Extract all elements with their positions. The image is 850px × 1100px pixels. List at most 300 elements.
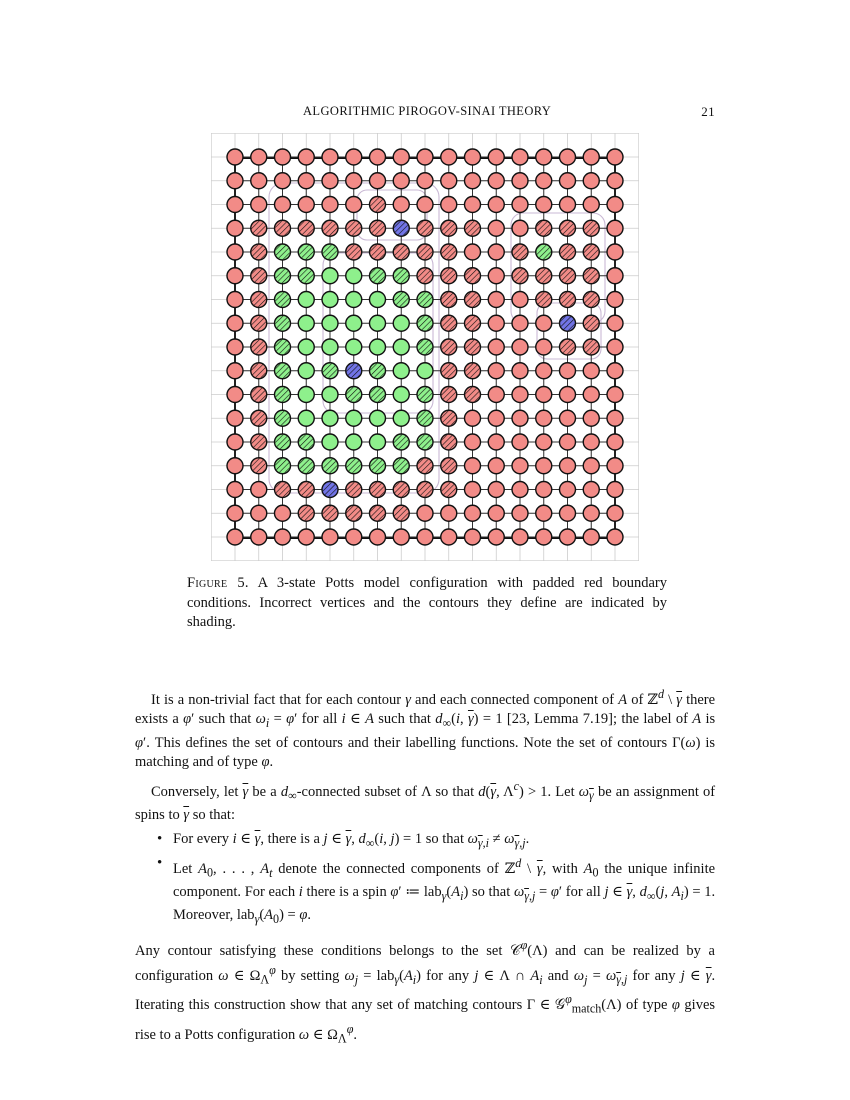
vertex-hatching — [370, 387, 385, 402]
p1-text: is matching and of type — [135, 734, 715, 771]
vertex-hatching — [418, 340, 433, 355]
vertex-red — [441, 505, 457, 521]
vertex-red — [536, 387, 552, 403]
vertex-hatching — [441, 435, 456, 450]
vertex-hatching — [275, 435, 290, 450]
bullet2-text: so that — [471, 884, 511, 901]
vertex-red — [512, 410, 528, 426]
vertex-hatching — [584, 245, 599, 260]
conditions-list — [135, 830, 715, 929]
vertex-hatching — [251, 458, 266, 473]
vertex-red — [488, 458, 504, 474]
vertex-red — [393, 149, 409, 165]
vertex-green — [346, 292, 362, 308]
vertex-red — [488, 292, 504, 308]
vertex-red — [607, 244, 623, 260]
vertex-red — [512, 220, 528, 236]
vertex-red — [417, 173, 433, 189]
p2-text: Conversely, let — [151, 783, 239, 800]
paragraph-3: Any contour satisfying these conditions belongs to the set 𝒞$^\varphi$(Λ) and can be realized by a configuration ω ∈ $\Omega_\Lambda^\varphi$ by setting $\omega_j = lab_\gamma(A_i)$ for any j ∈ Λ ∩ $A_i$ and $\omega_j = \omega_{\overline{\gamma},j}$ for any j ∈ $\overline{\gamma}$. Iterating this construction show that any set of matching contours Γ ∈ 𝒢$^\varphi_{match}$(Λ) of type φ gives rise to a Potts configuration ω ∈ $\Omega_\Lambda^\varphi$. — [135, 937, 716, 1046]
vertex-green — [346, 339, 362, 355]
vertex-hatching — [323, 458, 338, 473]
vertex-hatching — [370, 268, 385, 283]
p2-text: be a — [252, 783, 277, 800]
p1-text: . This defines the set of contours and their labelling functions. Note the set of contours — [146, 734, 668, 751]
vertex-red — [227, 292, 243, 308]
vertex-red — [583, 173, 599, 189]
body-text — [135, 685, 715, 1049]
potts-lattice-svg — [211, 133, 639, 561]
vertex-red — [536, 315, 552, 331]
vertex-hatching — [441, 363, 456, 378]
vertex-red — [607, 149, 623, 165]
vertex-red — [393, 173, 409, 189]
vertex-green — [346, 268, 362, 284]
vertex-hatching — [370, 363, 385, 378]
bullet2-text: there is a spin — [306, 884, 387, 901]
vertex-hatching — [275, 268, 290, 283]
bullet2-text: , with — [542, 860, 578, 877]
vertex-hatching — [394, 506, 409, 521]
vertex-red — [370, 173, 386, 189]
bullet2-text: denote the connected components of — [278, 860, 499, 877]
caption-text: A 3-state Potts model configuration with padded red boundary conditions. Incorrect vertices and the contours they define are indicated by shading. — [187, 575, 667, 630]
vertex-red — [227, 244, 243, 260]
vertex-red — [227, 220, 243, 236]
vertex-green — [298, 363, 314, 379]
vertex-hatching — [394, 292, 409, 307]
vertex-hatching — [418, 387, 433, 402]
p1-text: = 1 [23, Lemma 7.19]; the label of — [482, 711, 688, 728]
p3-text: gives rise to a Potts configuration — [135, 997, 716, 1043]
vertex-red — [370, 529, 386, 545]
vertex-hatching — [299, 506, 314, 521]
vertex-hatching — [275, 292, 290, 307]
vertex-hatching — [346, 482, 361, 497]
vertex-hatching — [584, 221, 599, 236]
vertex-red — [322, 173, 338, 189]
vertex-green — [370, 315, 386, 331]
vertex-green — [298, 315, 314, 331]
vertex-red — [417, 197, 433, 213]
vertex-red — [583, 529, 599, 545]
vertex-hatching — [251, 435, 266, 450]
vertex-hatching — [465, 221, 480, 236]
vertex-red — [346, 197, 362, 213]
vertex-red — [227, 363, 243, 379]
vertex-hatching — [513, 245, 528, 260]
vertex-hatching — [275, 411, 290, 426]
vertex-hatching — [275, 363, 290, 378]
vertex-red — [560, 410, 576, 426]
vertex-red — [607, 197, 623, 213]
vertex-hatching — [418, 268, 433, 283]
p2-text: so that — [435, 783, 475, 800]
vertex-red — [227, 268, 243, 284]
vertex-green — [393, 339, 409, 355]
vertex-red — [488, 197, 504, 213]
vertex-green — [298, 387, 314, 403]
condition-2: • Let $A_0$, . . . , $A_t$ denote the connected components of ℤ$^d$ \ $\overline{\gamma}$, with $A_0$ the unique infinite component. For each i there is a spin φ′ ≔ $lab_\gamma(A_i)$ so that $\omega_{\overline{\gamma},j} = \varphi'$ for all j ∈ $\overline{\gamma}$, $d_\infty(j$, $A_i) = 1$. Moreover, $lab_\gamma(A_0) = \varphi$. — [173, 854, 715, 930]
vertex-hatching — [418, 411, 433, 426]
vertex-red — [251, 149, 267, 165]
p1-text: for all — [301, 711, 338, 728]
vertex-green — [346, 410, 362, 426]
vertex-red — [227, 410, 243, 426]
vertex-red — [512, 458, 528, 474]
p1-text: such that — [378, 711, 431, 728]
vertex-red — [583, 149, 599, 165]
p2-text: -connected subset of — [296, 783, 417, 800]
vertex-green — [322, 387, 338, 403]
vertex-red — [298, 173, 314, 189]
vertex-red — [607, 434, 623, 450]
p1-text: It is a non-trivial fact that for each contour — [151, 691, 402, 708]
vertex-hatching — [346, 245, 361, 260]
vertex-red — [607, 268, 623, 284]
vertex-hatching — [323, 506, 338, 521]
bullet1-text: , there is a — [260, 831, 320, 848]
vertex-green — [393, 315, 409, 331]
vertex-red — [488, 315, 504, 331]
vertex-hatching — [418, 292, 433, 307]
vertex-hatching — [465, 363, 480, 378]
vertex-red — [227, 458, 243, 474]
vertex-hatching — [584, 268, 599, 283]
vertex-hatching — [536, 292, 551, 307]
vertex-red — [441, 529, 457, 545]
vertex-red — [512, 434, 528, 450]
vertex-hatching — [584, 316, 599, 331]
vertex-red — [465, 505, 481, 521]
vertex-hatching — [418, 458, 433, 473]
vertex-red — [536, 173, 552, 189]
potts-figure — [211, 133, 639, 561]
vertex-red — [536, 505, 552, 521]
vertex-green — [322, 410, 338, 426]
p1-text: . — [269, 754, 274, 771]
vertex-green — [370, 339, 386, 355]
vertex-hatching — [394, 245, 409, 260]
vertex-red — [536, 529, 552, 545]
vertex-red — [488, 173, 504, 189]
vertex-red — [560, 482, 576, 498]
vertex-hatching — [346, 387, 361, 402]
vertex-hatching — [513, 268, 528, 283]
paragraph-1: It is a non-trivial fact that for each contour γ and each connected component of A of ℤ$^d$ \ $\overline{\gamma}$ there exists a φ′ such that $\omega_i = \varphi'$ for all i ∈ A such that $d_\infty(i$, $\overline{\gamma}) = 1$ [23, Lemma 7.19]; the label of A is φ′. This defines the set of contours and their labelling functions. Note the set of contours Γ(ω) is matching and of type φ. — [135, 687, 716, 771]
vertex-red — [346, 149, 362, 165]
vertex-hatching — [346, 221, 361, 236]
vertex-red — [488, 339, 504, 355]
vertex-red — [393, 197, 409, 213]
vertex-red — [512, 315, 528, 331]
vertex-red — [607, 173, 623, 189]
vertex-red — [607, 220, 623, 236]
vertex-red — [607, 482, 623, 498]
vertex-red — [441, 173, 457, 189]
vertex-red — [275, 505, 291, 521]
vertex-hatching — [441, 268, 456, 283]
vertex-hatching — [370, 221, 385, 236]
vertex-hatching — [251, 268, 266, 283]
bullet1-text: For every — [173, 831, 229, 848]
vertex-red — [465, 197, 481, 213]
vertex-red — [536, 197, 552, 213]
vertex-red — [560, 173, 576, 189]
vertex-red — [441, 197, 457, 213]
vertex-red — [227, 505, 243, 521]
vertex-red — [512, 482, 528, 498]
vertex-green — [298, 292, 314, 308]
vertex-hatching — [323, 482, 338, 497]
vertex-hatching — [418, 316, 433, 331]
vertex-red — [465, 529, 481, 545]
vertex-red — [512, 363, 528, 379]
p3-text: . Iterating this construction show that any set of matching contours — [135, 967, 716, 1014]
vertex-red — [488, 363, 504, 379]
vertex-red — [512, 197, 528, 213]
vertex-hatching — [441, 221, 456, 236]
vertex-red — [465, 149, 481, 165]
vertex-hatching — [251, 340, 266, 355]
vertex-hatching — [394, 482, 409, 497]
vertex-red — [583, 410, 599, 426]
vertex-hatching — [441, 292, 456, 307]
vertex-red — [227, 197, 243, 213]
vertex-hatching — [465, 268, 480, 283]
p3-text: for any — [632, 967, 676, 984]
vertex-red — [251, 505, 267, 521]
vertex-green — [298, 410, 314, 426]
vertex-hatching — [441, 245, 456, 260]
vertex-hatching — [560, 316, 575, 331]
page-number: 21 — [701, 104, 715, 119]
vertex-green — [393, 387, 409, 403]
vertex-hatching — [441, 458, 456, 473]
vertex-red — [393, 529, 409, 545]
vertex-hatching — [584, 292, 599, 307]
vertex-red — [536, 482, 552, 498]
contour-regions — [269, 183, 605, 493]
vertex-green — [393, 363, 409, 379]
vertex-hatching — [370, 482, 385, 497]
p3-text: Any contour satisfying these conditions belongs to the set — [135, 942, 503, 959]
vertex-red — [607, 363, 623, 379]
vertex-red — [417, 505, 433, 521]
vertex-red — [560, 434, 576, 450]
vertex-red — [583, 458, 599, 474]
vertex-red — [583, 197, 599, 213]
vertex-green — [370, 434, 386, 450]
p3-text: . — [353, 1026, 357, 1043]
vertex-hatching — [251, 316, 266, 331]
bullet2-text: the unique infinite component. For each — [173, 860, 716, 901]
vertex-hatching — [418, 482, 433, 497]
vertex-hatching — [370, 197, 385, 212]
vertex-red — [227, 387, 243, 403]
vertex-red — [227, 434, 243, 450]
vertex-red — [488, 268, 504, 284]
vertex-red — [322, 529, 338, 545]
vertex-red — [607, 339, 623, 355]
vertex-hatching — [394, 268, 409, 283]
vertex-red — [536, 149, 552, 165]
running-title: ALGORITHMIC PIROGOV-SINAI THEORY — [303, 104, 552, 118]
vertex-hatching — [536, 221, 551, 236]
vertex-hatching — [441, 387, 456, 402]
vertex-red — [512, 173, 528, 189]
vertex-hatching — [299, 435, 314, 450]
vertex-hatching — [275, 316, 290, 331]
vertex-red — [417, 529, 433, 545]
vertex-red — [346, 173, 362, 189]
vertex-red — [536, 339, 552, 355]
vertex-red — [370, 149, 386, 165]
vertex-red — [227, 529, 243, 545]
vertex-red — [536, 410, 552, 426]
vertex-red — [488, 410, 504, 426]
vertex-red — [441, 149, 457, 165]
vertex-hatching — [275, 221, 290, 236]
figure-caption — [187, 574, 667, 633]
bullet1-text: = 1 so that — [403, 831, 464, 848]
vertex-red — [583, 482, 599, 498]
p2-text: so that: — [192, 806, 235, 823]
vertex-hatching — [418, 435, 433, 450]
vertex-red — [251, 482, 267, 498]
vertex-red — [322, 197, 338, 213]
vertex-hatching — [251, 363, 266, 378]
vertex-hatching — [299, 458, 314, 473]
p1-text: is — [705, 711, 716, 728]
vertex-hatching — [560, 292, 575, 307]
bullet2-text: Let — [173, 860, 193, 877]
vertex-red — [488, 434, 504, 450]
vertex-red — [275, 529, 291, 545]
p1-text: of — [631, 691, 644, 708]
vertex-hatching — [441, 411, 456, 426]
vertex-red — [298, 149, 314, 165]
vertex-red — [607, 315, 623, 331]
vertex-red — [465, 173, 481, 189]
vertex-hatching — [299, 268, 314, 283]
vertex-hatching — [275, 387, 290, 402]
vertex-red — [227, 482, 243, 498]
vertex-red — [488, 505, 504, 521]
vertex-green — [322, 292, 338, 308]
vertex-hatching — [441, 340, 456, 355]
lattice-vertices — [227, 149, 623, 545]
vertex-red — [560, 149, 576, 165]
vertex-red — [298, 197, 314, 213]
vertex-hatching — [251, 292, 266, 307]
vertex-hatching — [323, 363, 338, 378]
p3-text: of type — [625, 997, 668, 1014]
bullet2-text: for all — [565, 884, 601, 901]
vertex-red — [322, 149, 338, 165]
vertex-red — [465, 434, 481, 450]
vertex-red — [512, 149, 528, 165]
p3-text: and can be realized by a configuration — [135, 942, 715, 984]
vertex-green — [322, 339, 338, 355]
vertex-hatching — [536, 245, 551, 260]
vertex-red — [536, 434, 552, 450]
vertex-hatching — [251, 411, 266, 426]
vertex-red — [583, 434, 599, 450]
vertex-red — [227, 339, 243, 355]
vertex-red — [465, 410, 481, 426]
vertex-hatching — [560, 268, 575, 283]
vertex-hatching — [275, 340, 290, 355]
vertex-green — [417, 363, 433, 379]
vertex-red — [607, 410, 623, 426]
vertex-hatching — [441, 482, 456, 497]
vertex-red — [536, 458, 552, 474]
vertex-red — [512, 387, 528, 403]
vertex-hatching — [251, 221, 266, 236]
vertex-hatching — [418, 245, 433, 260]
vertex-red — [251, 197, 267, 213]
vertex-green — [322, 434, 338, 450]
vertex-hatching — [275, 482, 290, 497]
vertex-red — [488, 482, 504, 498]
vertex-hatching — [465, 387, 480, 402]
paragraph-2: Conversely, let $\overline{\gamma}$ be a $d_\infty$-connected subset of Λ so that $d(\overline{\gamma}$, $\Lambda^c) > 1$. Let $\omega_{\overline{\gamma}}$ be an assignment of spins to $\overline{\gamma}$ so that: — [135, 778, 716, 823]
vertex-red — [583, 505, 599, 521]
vertex-hatching — [584, 340, 599, 355]
vertex-hatching — [465, 292, 480, 307]
vertex-hatching — [299, 221, 314, 236]
vertex-hatching — [299, 482, 314, 497]
caption-label: Figure 5. — [187, 575, 249, 591]
vertex-red — [488, 149, 504, 165]
vertex-red — [560, 387, 576, 403]
vertex-red — [536, 363, 552, 379]
vertex-red — [560, 197, 576, 213]
vertex-hatching — [560, 245, 575, 260]
vertex-red — [512, 529, 528, 545]
vertex-hatching — [441, 316, 456, 331]
bullet2-text: = 1. Moreover, — [173, 884, 716, 924]
vertex-red — [488, 244, 504, 260]
vertex-hatching — [370, 506, 385, 521]
vertex-green — [370, 292, 386, 308]
vertex-red — [583, 363, 599, 379]
p2-text: be an assignment of spins to — [135, 783, 716, 823]
vertex-red — [512, 339, 528, 355]
vertex-hatching — [299, 245, 314, 260]
vertex-red — [298, 529, 314, 545]
vertex-hatching — [251, 387, 266, 402]
vertex-hatching — [394, 458, 409, 473]
vertex-red — [607, 458, 623, 474]
vertex-green — [370, 410, 386, 426]
vertex-red — [607, 505, 623, 521]
vertex-hatching — [465, 316, 480, 331]
vertex-hatching — [370, 458, 385, 473]
vertex-green — [346, 315, 362, 331]
vertex-red — [465, 482, 481, 498]
vertex-red — [346, 529, 362, 545]
vertex-hatching — [323, 245, 338, 260]
vertex-hatching — [394, 221, 409, 236]
vertex-hatching — [251, 245, 266, 260]
vertex-red — [488, 529, 504, 545]
vertex-red — [607, 292, 623, 308]
vertex-red — [512, 505, 528, 521]
vertex-red — [251, 173, 267, 189]
vertex-green — [322, 315, 338, 331]
